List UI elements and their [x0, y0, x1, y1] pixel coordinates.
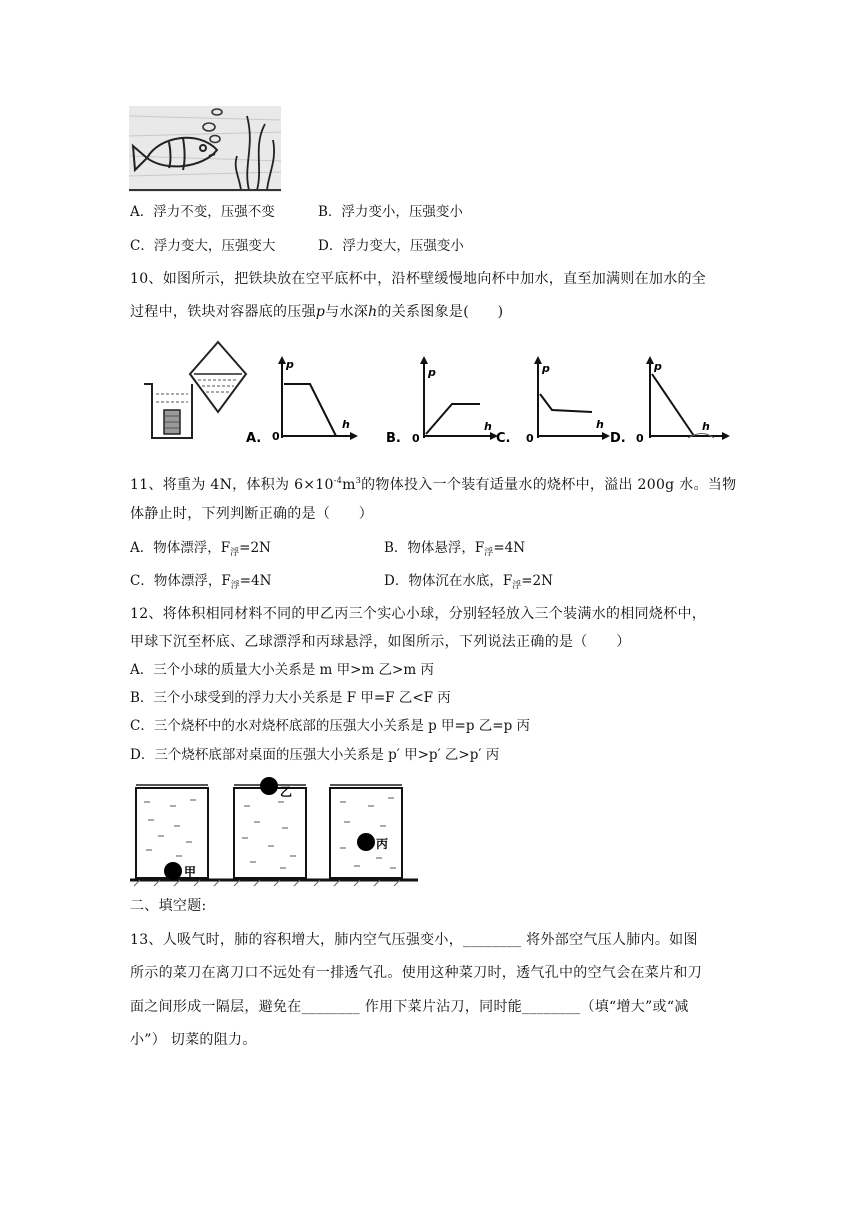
q13-line1: 13、人吸气时，肺的容积增大，肺内空气压强变小，________ 将外部空气压人肺内。如图 — [130, 932, 698, 948]
q9-option-d: D．浮力变大，压强变小 — [318, 238, 464, 254]
ball-jia — [164, 862, 182, 880]
q12-option-b: B．三个小球受到的浮力大小关系是 F 甲=F 乙<F 丙 — [130, 690, 451, 706]
origin-label: 0 — [272, 430, 280, 443]
axis-h-label: h — [342, 418, 350, 431]
q9-option-c: C．浮力变大，压强变大 — [130, 238, 276, 254]
axis-p-label: p — [286, 358, 294, 371]
pressure-depth-graph-b — [384, 354, 511, 446]
q12-line2: 甲球下沉至杯底、乙球漂浮和丙球悬浮，如图所示，下列说法正确的是（ ） — [130, 634, 631, 650]
ball-bing-label: 丙 — [376, 837, 389, 851]
graph-c-label: C. — [496, 431, 511, 446]
q12-option-c: C．三个烧杯中的水对烧杯底部的压强大小关系是 p 甲=p 乙=p 丙 — [130, 718, 531, 734]
axis-h-label: h — [596, 418, 604, 431]
q11-line1: 11、将重为 4N，体积为 $6\times 10^{-4}m^3$的物体投入一个装有适量水的烧杯中，溢出 200g 水。当物 — [130, 476, 737, 493]
axis-p-label: p — [542, 362, 550, 375]
ball-yi — [260, 777, 278, 795]
section-title-fill-in: 二、填空题: — [130, 898, 207, 914]
ball-yi-label: 乙 — [280, 785, 293, 799]
q11-line2: 体静止时，下列判断正确的是（ ） — [130, 506, 374, 522]
q11-option-d: D．物体沉在水底，$F_浮=2N$ — [384, 573, 553, 591]
graph-a-label: A. — [246, 431, 262, 446]
ball-bing — [357, 833, 375, 851]
q12-option-a: A．三个小球的质量大小关系是 m 甲>m 乙>m 丙 — [130, 662, 434, 678]
q11-option-a: A．物体漂浮，$F_浮=2N$ — [130, 540, 271, 558]
axis-h-label: h — [484, 420, 492, 433]
axis-p-label: p — [654, 360, 662, 373]
q10-line2: 过程中，铁块对容器底的压强p与水深h的关系图象是( ) — [130, 304, 504, 320]
pressure-depth-graph-d — [628, 354, 738, 446]
q11-option-b: B．物体悬浮，$F_浮=4N$ — [384, 540, 526, 558]
q12-option-d: D．三个烧杯底部对桌面的压强大小关系是 p′ 甲>p′ 乙>p′ 丙 — [130, 747, 500, 763]
pressure-depth-graph-a — [244, 354, 364, 446]
pressure-depth-graph-c — [512, 354, 626, 446]
fish-aquarium-illustration — [129, 106, 281, 192]
q9-option-a: A．浮力不变，压强不变 — [130, 204, 275, 220]
axis-p-label: p — [428, 366, 436, 379]
origin-label: 0 — [412, 432, 420, 445]
ball-jia-label: 甲 — [184, 865, 197, 879]
q13-line4: 小”） 切菜的阻力。 — [130, 1032, 257, 1048]
graph-b-label: B. — [386, 431, 401, 446]
origin-label: 0 — [526, 432, 534, 445]
origin-label: 0 — [636, 432, 644, 445]
q9-option-b: B．浮力变小，压强变小 — [318, 204, 463, 220]
q13-line3: 面之间形成一隔层，避免在________ 作用下菜片沾刀，同时能________（填“增大”或“减 — [130, 999, 689, 1015]
graph-d-label: D. — [610, 431, 626, 446]
cup-being-filled — [188, 340, 248, 414]
q13-line2: 所示的菜刀在离刀口不远处有一排透气孔。使用这种菜刀时，透气孔中的空气会在菜片和刀 — [130, 965, 702, 981]
q10-line1: 10、如图所示，把铁块放在空平底杯中，沿杯壁缓慢地向杯中加水，直至加满则在加水的全 — [130, 271, 707, 287]
axis-h-label: h — [702, 420, 710, 433]
q12-line1: 12、将体积相同材料不同的甲乙丙三个实心小球，分别轻轻放入三个装满水的相同烧杯中， — [130, 606, 707, 622]
three-beakers-with-balls — [130, 776, 418, 888]
q11-option-c: C．物体漂浮，$F_浮=4N$ — [130, 573, 272, 591]
